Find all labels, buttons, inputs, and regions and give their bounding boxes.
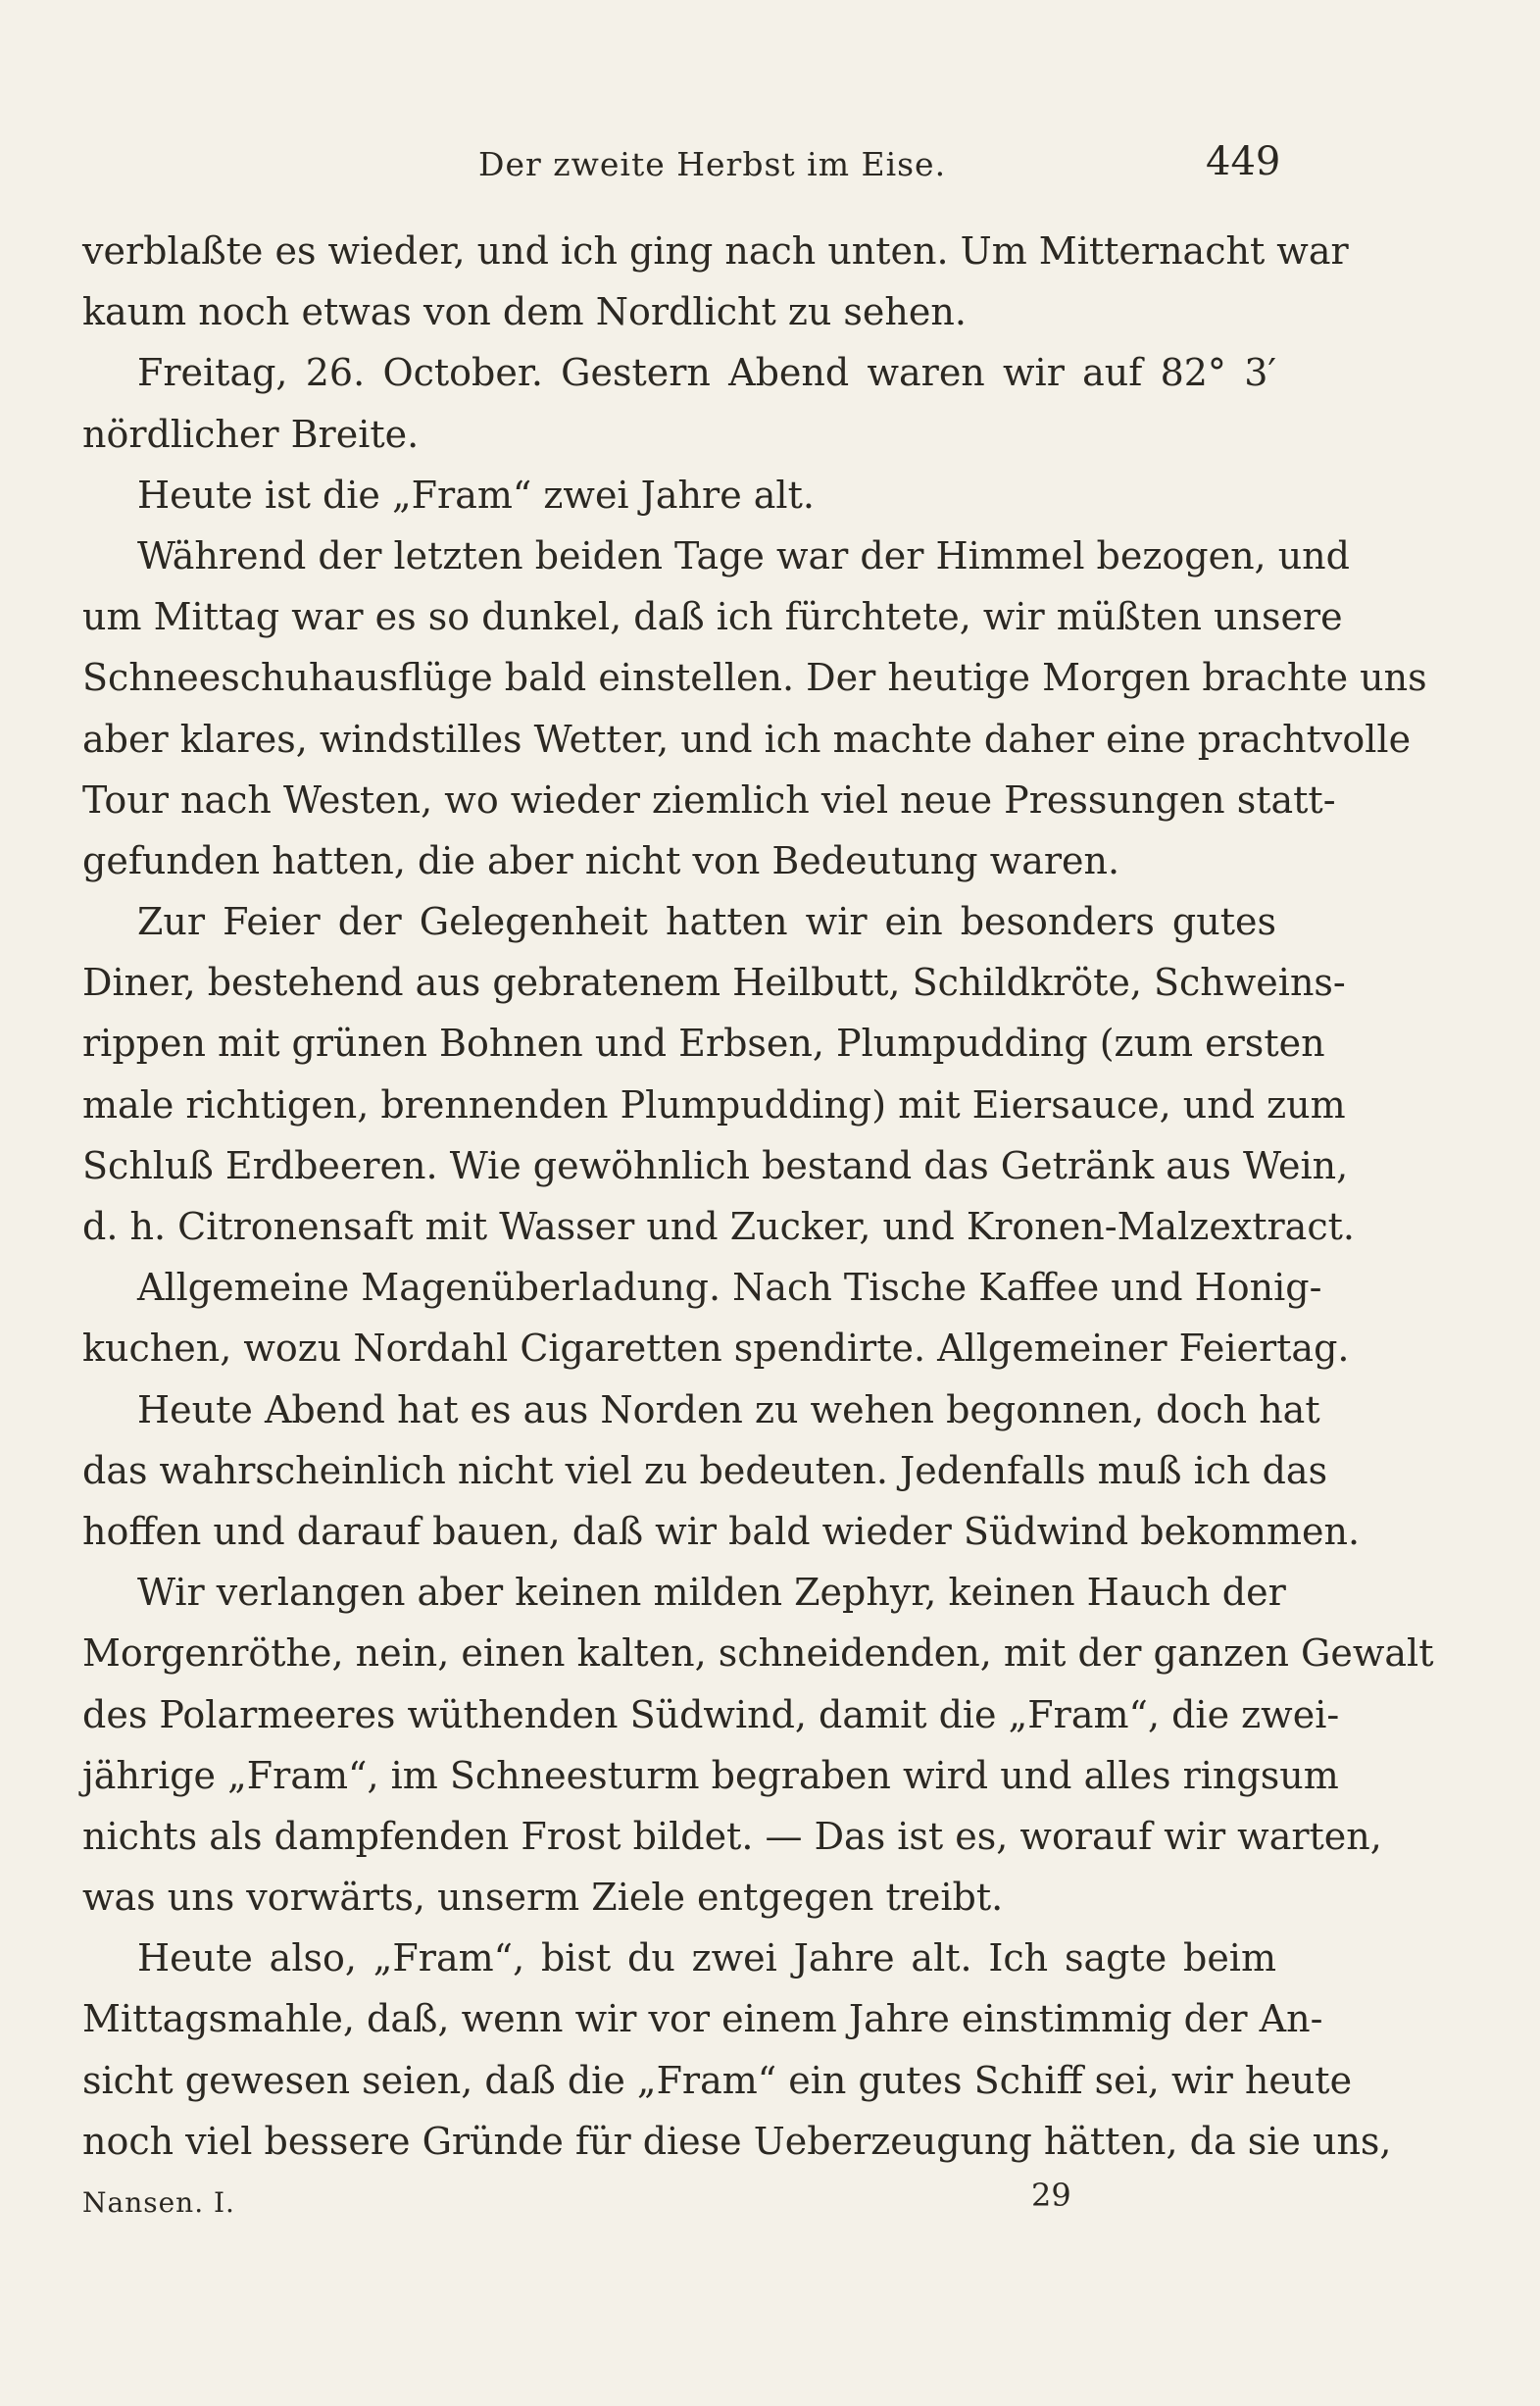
- text-line: Wir verlangen aber keinen milden Zephyr, keinen Hauch der: [137, 1571, 1286, 1615]
- text-line: jährige „Fram“, im Schneesturm begraben wird und alles ringsum: [82, 1753, 1339, 1797]
- text-line: Freitag, 26. October. Gestern Abend waren wir auf 82° 3′: [137, 351, 1276, 395]
- text-line: nichts als dampfenden Frost bildet. — Das ist es, worauf wir warten,: [82, 1814, 1382, 1858]
- text-line: sicht gewesen seien, daß die „Fram“ ein gutes Schiff sei, wir heute: [82, 2058, 1353, 2102]
- text-line: rippen mit grünen Bohnen und Erbsen, Plumpudding (zum ersten: [82, 1022, 1325, 1066]
- text-line: male richtigen, brennenden Plumpudding) mit Eiersauce, und zum: [82, 1082, 1346, 1127]
- text-line: Heute ist die „Fram“ zwei Jahre alt.: [137, 473, 815, 517]
- text-line: um Mittag war es so dunkel, daß ich fürchtete, wir müßten unsere: [82, 595, 1343, 639]
- signature-mark: Nansen. I.: [82, 2186, 235, 2219]
- text-line: verblaßte es wieder, und ich ging nach unten. Um Mitternacht war: [82, 229, 1349, 273]
- text-line: des Polarmeeres wüthenden Südwind, damit die „Fram“, die zwei-: [82, 1692, 1340, 1736]
- text-line: aber klares, windstilles Wetter, und ich machte daher eine prachtvolle: [82, 717, 1412, 761]
- running-title: Der zweite Herbst im Eise.: [478, 145, 947, 183]
- text-line: nördlicher Breite.: [82, 412, 420, 456]
- text-line: gefunden hatten, die aber nicht von Bedeutung waren.: [82, 838, 1120, 882]
- text-line: d. h. Citronensaft mit Wasser und Zucker, und Kronen-Malzextract.: [82, 1205, 1355, 1248]
- text-line: kuchen, wozu Nordahl Cigaretten spendirte. Allgemeiner Feiertag.: [82, 1327, 1350, 1371]
- text-line: noch viel bessere Gründe für diese Ueberzeugung hätten, da sie uns,: [82, 2119, 1392, 2163]
- text-line: Diner, bestehend aus gebratenem Heilbutt, Schildkröte, Schweins-: [82, 961, 1346, 1005]
- page-number: 449: [1206, 139, 1281, 184]
- text-line: Tour nach Westen, wo wieder ziemlich viel neue Pressungen statt-: [82, 777, 1336, 822]
- text-line: Schluß Erdbeeren. Wie gewöhnlich bestand das Getränk aus Wein,: [82, 1143, 1349, 1187]
- sheet-number: 29: [1031, 2177, 1071, 2214]
- body-text: [82, 221, 1434, 2172]
- text-line: Während der letzten beiden Tage war der Himmel bezogen, und: [137, 533, 1350, 577]
- text-line: Mittagsmahle, daß, wenn wir vor einem Jahre einstimmig der An-: [82, 1997, 1323, 2041]
- text-line: hoffen und darauf bauen, daß wir bald wieder Südwind bekommen.: [82, 1509, 1361, 1553]
- text-line: Allgemeine Magenüberladung. Nach Tische Kaffee und Honig-: [137, 1266, 1322, 1310]
- text-line: kaum noch etwas von dem Nordlicht zu sehen.: [82, 290, 967, 334]
- text-line: Morgenröthe, nein, einen kalten, schneidenden, mit der ganzen Gewalt: [82, 1631, 1434, 1676]
- text-line: das wahrscheinlich nicht viel zu bedeuten. Jedenfalls muß ich das: [82, 1448, 1328, 1492]
- text-line: Heute Abend hat es aus Norden zu wehen begonnen, doch hat: [137, 1387, 1320, 1431]
- text-line: was uns vorwärts, unserm Ziele entgegen treibt.: [82, 1876, 1004, 1920]
- text-line: Schneeschuhausflüge bald einstellen. Der heutige Morgen brachte uns: [82, 656, 1427, 700]
- text-line: Heute also, „Fram“, bist du zwei Jahre alt. Ich sagte beim: [137, 1936, 1276, 1980]
- text-line: Zur Feier der Gelegenheit hatten wir ein besonders gutes: [137, 900, 1276, 944]
